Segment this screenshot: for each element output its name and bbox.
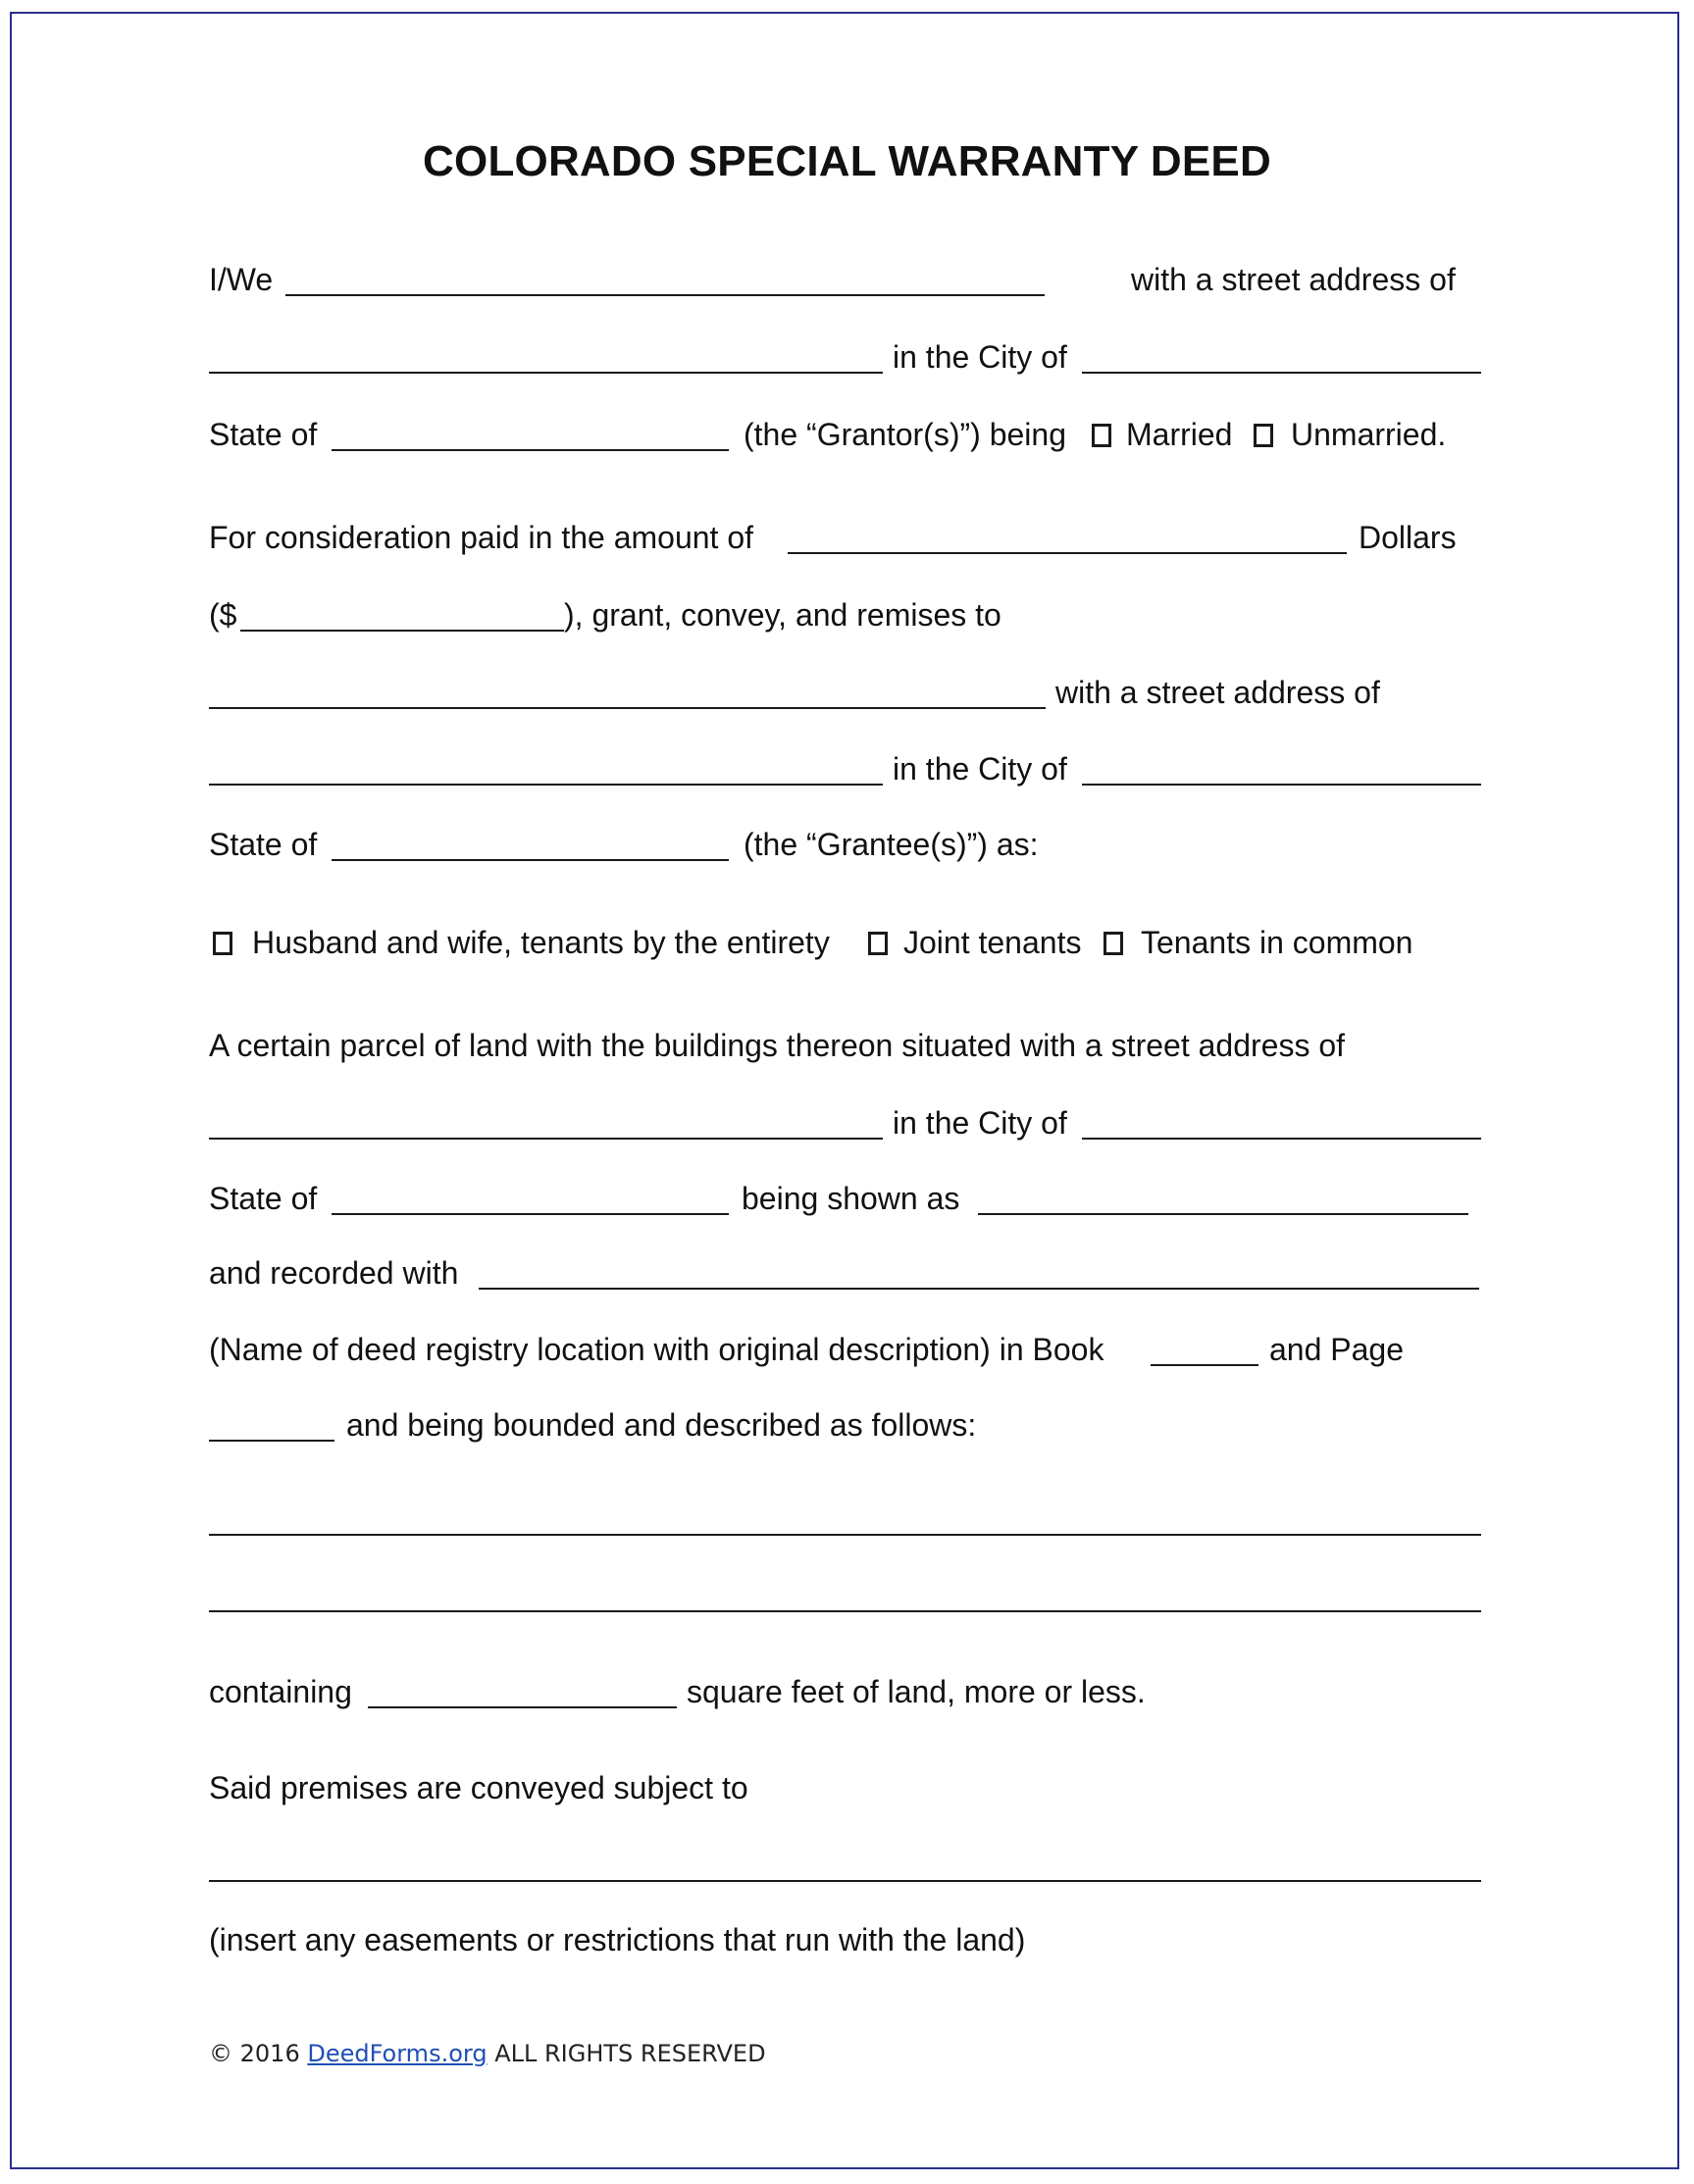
description-field-1[interactable] [209,1534,1481,1536]
label-state: State of [209,827,318,862]
grantee-state-field[interactable] [332,859,729,861]
grantee-name-line [209,670,1484,715]
label-parcel: A certain parcel of land with the buildings thereon situated with a street address of [209,1028,1346,1063]
parcel-state-field[interactable] [332,1213,729,1215]
amount-numeric-field[interactable] [240,630,564,632]
label-consideration: For consideration paid in the amount of [209,520,753,555]
grantor-name-field[interactable] [285,294,1045,296]
tenancy-options-line [209,920,1484,965]
grantee-street-field[interactable] [209,784,883,786]
label-grant-convey: ), grant, convey, and remises to [564,597,1001,633]
grantee-name-field[interactable] [209,707,1046,709]
rights-text: ALL RIGHTS RESERVED [494,2040,766,2067]
deedforms-link[interactable]: DeedForms.org [307,2040,488,2067]
tenants-in-common-checkbox[interactable] [1104,932,1123,955]
parcel-city-field[interactable] [1082,1138,1481,1140]
footer [209,2037,766,2070]
label-married: Married [1126,417,1233,452]
consideration-amount-field[interactable] [788,552,1347,554]
grantor-city-line [209,334,1484,380]
label-dollars: Dollars [1359,520,1457,555]
label-easements-note: (insert any easements or restrictions that run with the land) [209,1922,1026,1957]
label-registry-book: (Name of deed registry location with original description) in Book [209,1332,1104,1367]
easements-note-line [209,1917,1484,1962]
label-grantee: (the “Grantee(s)”) as: [744,827,1039,862]
subject-to-line [209,1765,1484,1810]
parcel-city-line [209,1100,1484,1145]
copyright-text: © 2016 [209,2040,300,2067]
label-city: in the City of [893,751,1067,787]
parcel-line [209,1023,1484,1068]
label-subject-to: Said premises are conveyed subject to [209,1770,748,1805]
consideration-line [209,515,1484,560]
page-field[interactable] [209,1440,334,1442]
grantee-city-field[interactable] [1082,784,1481,786]
label-bounded: and being bounded and described as follows: [346,1407,977,1443]
grantor-city-field[interactable] [1082,372,1481,374]
easements-field[interactable] [209,1880,1481,1882]
recorded-with-line [209,1250,1484,1295]
label-containing: containing [209,1674,352,1709]
grantor-name-line [209,257,1484,302]
grantor-state-field[interactable] [332,449,729,451]
label-state: State of [209,1181,318,1216]
label-city: in the City of [893,339,1067,375]
bounded-line [209,1402,1484,1448]
joint-tenants-checkbox[interactable] [868,932,888,955]
label-i-we: I/We [209,262,274,297]
parcel-state-line [209,1176,1484,1221]
label-and-page: and Page [1269,1332,1405,1367]
label-state: State of [209,417,318,452]
label-dollar-sign: ($ [209,597,237,633]
label-tenants-in-common: Tenants in common [1141,925,1413,960]
containing-line [209,1669,1484,1714]
recorded-with-field[interactable] [479,1288,1479,1290]
grantee-state-line [209,822,1484,867]
parcel-street-field[interactable] [209,1138,883,1140]
shown-as-field[interactable] [978,1213,1468,1215]
grantee-city-line [209,746,1484,791]
grantor-street-field[interactable] [209,372,883,374]
grantor-state-line [209,412,1484,457]
book-field[interactable] [1151,1364,1258,1366]
label-unmarried: Unmarried. [1291,417,1447,452]
label-grantor: (the “Grantor(s)”) being [744,417,1066,452]
label-recorded-with: and recorded with [209,1255,459,1291]
document-title: COLORADO SPECIAL WARRANTY DEED [423,137,1271,185]
label-square-feet: square feet of land, more or less. [687,1674,1146,1709]
label-joint-tenants: Joint tenants [903,925,1082,960]
married-checkbox[interactable] [1092,424,1111,447]
label-husband-wife: Husband and wife, tenants by the entirety [252,925,830,960]
description-field-2[interactable] [209,1610,1481,1612]
husband-wife-checkbox[interactable] [213,932,232,955]
amount-numeric-line [209,592,1484,637]
unmarried-checkbox[interactable] [1254,424,1273,447]
square-feet-field[interactable] [368,1706,677,1708]
book-page-line [209,1327,1484,1372]
label-shown-as: being shown as [742,1181,960,1216]
label-city: in the City of [893,1105,1067,1141]
label-street-address: with a street address of [1131,262,1456,297]
label-street-address: with a street address of [1055,675,1380,710]
